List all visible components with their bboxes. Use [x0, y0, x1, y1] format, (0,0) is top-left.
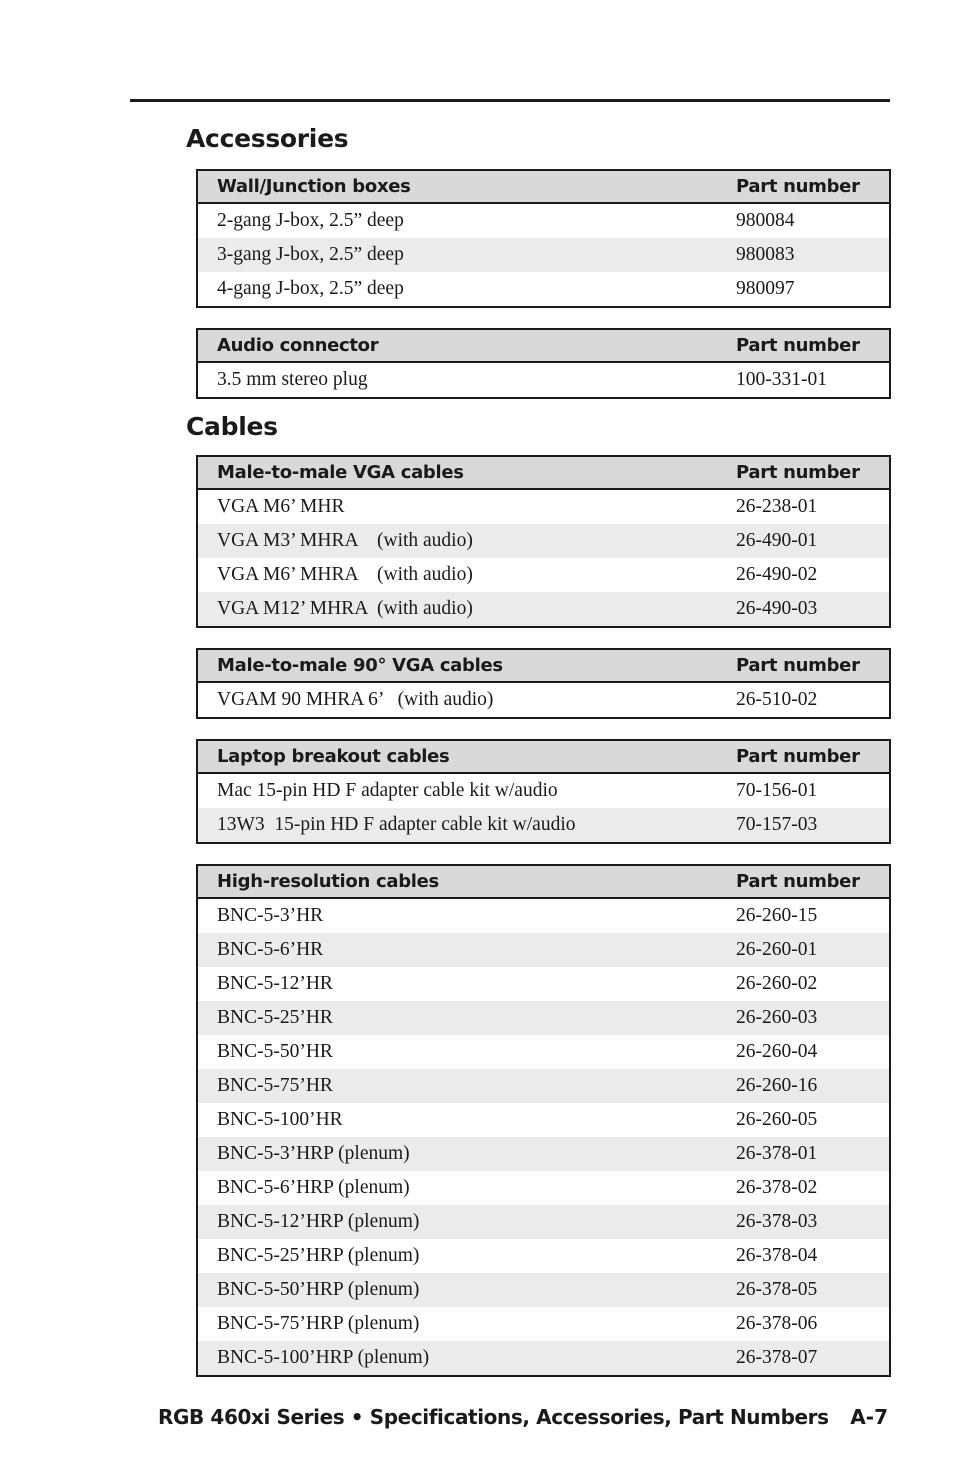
table-header-part-number: Part number [736, 649, 890, 682]
item-cell: VGA M6’ MHRA (with audio) [217, 564, 473, 585]
table-header-item: Laptop breakout cables [197, 740, 736, 773]
item-cell: Mac 15-pin HD F adapter cable kit w/audio [217, 780, 558, 801]
table-row [197, 773, 890, 808]
item-cell: BNC-5-25’HR [197, 1001, 736, 1035]
item-cell: BNC-5-50’HR [217, 1041, 333, 1062]
table-row [197, 1001, 890, 1035]
item-cell: VGA M12’ MHRA (with audio) [197, 592, 736, 627]
part-number-cell: 26-378-06 [736, 1313, 818, 1334]
item-cell: 2-gang J-box, 2.5” deep [217, 210, 404, 231]
table-header-part-number: Part number [736, 740, 890, 773]
part-number-cell: 26-490-01 [736, 524, 890, 558]
table-row [197, 898, 890, 933]
item-cell: 13W3 15-pin HD F adapter cable kit w/audio [197, 808, 736, 843]
table-row [197, 1035, 890, 1069]
part-number-cell: 70-156-01 [736, 780, 818, 801]
table-row [197, 238, 890, 272]
part-number-cell: 26-490-02 [736, 564, 818, 585]
part-number-cell: 26-260-02 [736, 973, 818, 994]
table-row [197, 1341, 890, 1376]
item-cell: BNC-5-50’HRP (plenum) [197, 1273, 736, 1307]
part-number-cell: 26-238-01 [736, 496, 818, 517]
item-cell: BNC-5-25’HRP (plenum) [217, 1245, 420, 1266]
vga-cables-table [196, 455, 891, 628]
part-number-cell: 26-378-07 [736, 1341, 890, 1376]
part-number-cell: 26-260-05 [736, 1109, 818, 1130]
table-header-part-number: Part number [736, 456, 890, 489]
part-number-cell: 26-260-15 [736, 905, 818, 926]
part-number-cell: 26-260-16 [736, 1069, 890, 1103]
vga-90-cables-table [196, 648, 891, 719]
table-header-row [197, 649, 890, 682]
item-cell: VGAM 90 MHRA 6’ (with audio) [217, 689, 494, 710]
table-row [197, 272, 890, 307]
part-number-cell: 980084 [736, 210, 795, 231]
high-resolution-cables-table [196, 864, 891, 1377]
item-cell: VGA M3’ MHRA (with audio) [197, 524, 736, 558]
table-header-item: Male-to-male 90° VGA cables [197, 649, 736, 682]
table-row [197, 1137, 890, 1171]
part-number-cell: 100-331-01 [736, 369, 827, 390]
table-row [197, 1273, 890, 1307]
table-header-part-number: Part number [736, 865, 890, 898]
table-row [197, 1103, 890, 1137]
table-row [197, 489, 890, 524]
item-cell: BNC-5-100’HRP (plenum) [197, 1341, 736, 1376]
item-cell: BNC-5-12’HR [217, 973, 333, 994]
part-number-cell: 26-260-03 [736, 1001, 890, 1035]
item-cell: BNC-5-12’HRP (plenum) [197, 1205, 736, 1239]
part-number-cell: 26-510-02 [736, 689, 818, 710]
page-number: A-7 [850, 1405, 888, 1429]
table-row [197, 808, 890, 843]
part-number-cell: 980097 [736, 278, 795, 299]
table-header-part-number: Part number [736, 329, 890, 362]
item-cell: BNC-5-75’HR [197, 1069, 736, 1103]
table-header-row [197, 740, 890, 773]
table-row [197, 1171, 890, 1205]
table-header-row [197, 329, 890, 362]
table-header-item: Audio connector [197, 329, 736, 362]
item-cell: BNC-5-3’HR [217, 905, 324, 926]
part-number-cell: 26-378-04 [736, 1245, 818, 1266]
item-cell: VGA M6’ MHR [217, 496, 345, 517]
accessories-heading: Accessories [186, 124, 349, 153]
footer-title: RGB 460xi Series • Specifications, Accessories, Part Numbers [158, 1405, 829, 1429]
part-number-cell: 26-378-03 [736, 1205, 890, 1239]
item-cell: 3-gang J-box, 2.5” deep [197, 238, 736, 272]
part-number-cell: 70-157-03 [736, 808, 890, 843]
table-row [197, 1307, 890, 1341]
table-row [197, 203, 890, 238]
table-header-item: High-resolution cables [197, 865, 736, 898]
laptop-breakout-cables-table [196, 739, 891, 844]
part-number-cell: 26-378-01 [736, 1137, 890, 1171]
part-number-cell: 26-260-04 [736, 1041, 818, 1062]
table-row [197, 362, 890, 398]
table-header-item: Wall/Junction boxes [197, 170, 736, 203]
table-row [197, 592, 890, 627]
wall-junction-boxes-table [196, 169, 891, 308]
table-header-part-number: Part number [736, 170, 890, 203]
audio-connector-table [196, 328, 891, 399]
table-row [197, 1239, 890, 1273]
table-row [197, 1205, 890, 1239]
item-cell: 3.5 mm stereo plug [217, 369, 368, 390]
table-row [197, 967, 890, 1001]
part-number-cell: 26-378-05 [736, 1273, 890, 1307]
part-number-cell: 26-378-02 [736, 1177, 818, 1198]
table-header-row [197, 170, 890, 203]
table-header-row [197, 865, 890, 898]
table-row [197, 558, 890, 592]
item-cell: 4-gang J-box, 2.5” deep [217, 278, 404, 299]
top-rule [130, 99, 890, 102]
table-row [197, 682, 890, 718]
item-cell: BNC-5-3’HRP (plenum) [197, 1137, 736, 1171]
item-cell: BNC-5-75’HRP (plenum) [217, 1313, 420, 1334]
part-number-cell: 26-490-03 [736, 592, 890, 627]
table-row [197, 524, 890, 558]
table-header-row [197, 456, 890, 489]
item-cell: BNC-5-6’HR [197, 933, 736, 967]
item-cell: BNC-5-100’HR [217, 1109, 343, 1130]
table-row [197, 933, 890, 967]
table-header-item: Male-to-male VGA cables [197, 456, 736, 489]
part-number-cell: 980083 [736, 238, 890, 272]
item-cell: BNC-5-6’HRP (plenum) [217, 1177, 410, 1198]
table-row [197, 1069, 890, 1103]
part-number-cell: 26-260-01 [736, 933, 890, 967]
cables-heading: Cables [186, 412, 278, 441]
